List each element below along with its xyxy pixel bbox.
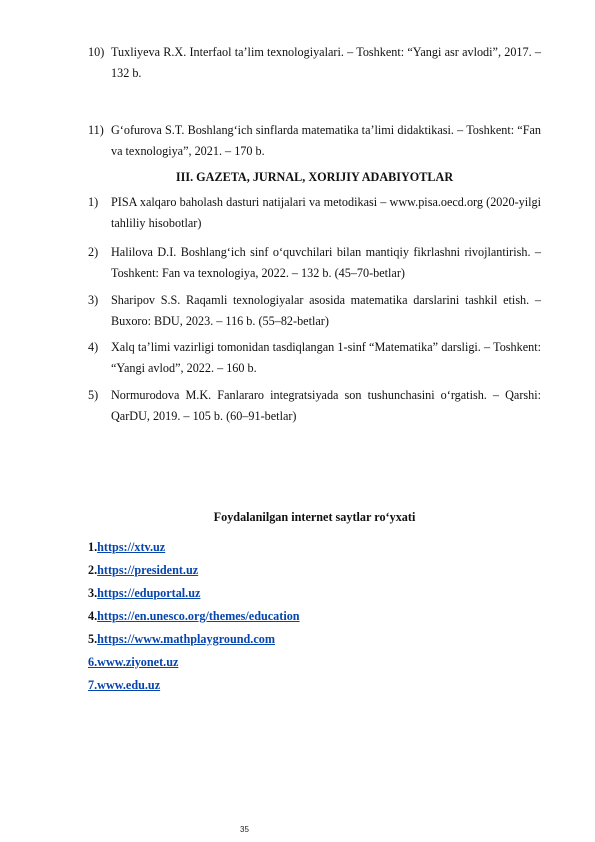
reference-number: 1) <box>88 195 99 209</box>
list-item <box>88 582 541 605</box>
reference-item <box>88 120 541 162</box>
link-prefix: 3. <box>88 586 98 600</box>
reference-text: G‘ofurova S.T. Boshlang‘ich sinflarda matematika ta’limi didaktikasi. – Toshkent: “Fan va texnologiya”, 2021. – 170 b. <box>111 123 541 158</box>
internet-sites-title: Foydalanilgan internet saytlar ro‘yxati <box>213 510 416 524</box>
reference-item <box>88 192 541 234</box>
internet-links-list <box>88 536 541 697</box>
list-item <box>88 559 541 582</box>
reference-number: 5) <box>88 388 99 402</box>
reference-text: Xalq ta’limi vazirligi tomonidan tasdiqlangan 1-sinf “Matematika” darsligi. – Toshkent: “Yangi avlod”, 2022. – 160 b. <box>111 340 541 375</box>
page-number: 35 <box>240 825 249 834</box>
reference-text: PISA xalqaro baholash dasturi natijalari va metodikasi – www.pisa.oecd.org (2020-yilgi tahliliy hisobotlar) <box>111 195 541 230</box>
internet-link[interactable]: https://www.mathplayground.com <box>97 632 276 646</box>
reference-text: Sharipov S.S. Raqamli texnologiyalar asosida matematika darslarini tashkil etish. – Buxoro: BDU, 2023. – 116 b. (55–82-betlar) <box>111 293 541 328</box>
reference-item <box>88 337 541 379</box>
reference-item <box>88 242 541 284</box>
reference-item <box>88 42 541 84</box>
reference-item <box>88 385 541 427</box>
list-item <box>88 536 541 559</box>
list-item <box>88 651 541 674</box>
reference-number: 11) <box>88 123 104 137</box>
reference-item <box>88 290 541 332</box>
internet-link[interactable]: https://president.uz <box>97 563 199 577</box>
section-title: III. GAZETA, JURNAL, XORIJIY ADABIYOTLAR <box>175 170 454 184</box>
link-prefix: 5. <box>88 632 98 646</box>
reference-text: Halilova D.I. Boshlang‘ich sinf o‘quvchilari bilan mantiqiy fikrlashni rivojlantirish. – Toshkent: Fan va texnologiya, 2022. – 132 b. (45–70-betlar) <box>111 245 541 280</box>
reference-number: 2) <box>88 245 99 259</box>
internet-link[interactable]: https://en.unesco.org/themes/education <box>97 609 300 623</box>
list-item <box>88 628 541 651</box>
list-item <box>88 674 541 697</box>
reference-number: 10) <box>88 45 105 59</box>
reference-text: Tuxliyeva R.X. Interfaol ta’lim texnologiyalari. – Toshkent: “Yangi asr avlodi”, 2017. – 132 b. <box>111 45 541 80</box>
internet-link[interactable]: 6.www.ziyonet.uz <box>88 655 179 669</box>
internet-link[interactable]: https://eduportal.uz <box>97 586 201 600</box>
link-prefix: 4. <box>88 609 98 623</box>
reference-text: Normurodova M.K. Fanlararo integratsiyada son tushunchasini o‘rgatish. – Qarshi: QarDU, 2019. – 105 b. (60–91-betlar) <box>111 388 541 423</box>
link-prefix: 1. <box>88 540 98 554</box>
reference-number: 4) <box>88 340 99 354</box>
list-item <box>88 605 541 628</box>
internet-link[interactable]: https://xtv.uz <box>97 540 166 554</box>
link-prefix: 2. <box>88 563 98 577</box>
reference-number: 3) <box>88 293 99 307</box>
internet-link[interactable]: 7.www.edu.uz <box>88 678 161 692</box>
